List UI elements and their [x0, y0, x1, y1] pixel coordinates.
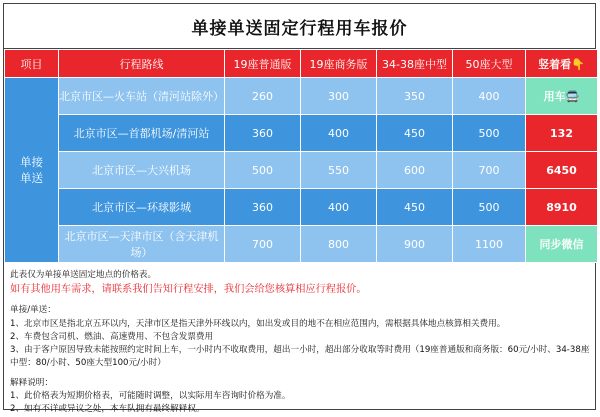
route-cell: 北京市区—火车站（清河站除外）	[59, 78, 225, 115]
page-title: 单接单送固定行程用车报价	[4, 4, 595, 49]
header-item: 项目	[5, 50, 59, 78]
price-cell: 700	[225, 226, 301, 263]
notes-section	[4, 263, 595, 417]
price-cell: 260	[225, 78, 301, 115]
route-cell: 北京市区—环球影城	[59, 189, 225, 226]
category-cell	[5, 78, 59, 263]
table-row	[5, 78, 598, 115]
price-cell: 600	[377, 152, 453, 189]
side-cell-car: 用车🚍	[526, 78, 598, 115]
price-cell: 400	[301, 115, 377, 152]
price-sheet	[3, 3, 596, 415]
price-cell: 450	[377, 189, 453, 226]
note-line: 1、此价格表为短期价格表，可能随时调整，以实际用车咨询时价格为准。	[10, 391, 291, 402]
note-line: 此表仅为单接单送固定地点的价格表。	[10, 270, 157, 280]
price-cell: 400	[453, 78, 526, 115]
price-cell: 360	[225, 115, 301, 152]
header-50-large: 50座大型	[453, 50, 526, 78]
side-cell-phone-2: 6450	[526, 152, 598, 189]
header-19-standard: 19座普通版	[225, 50, 301, 78]
table-row	[5, 189, 598, 226]
price-cell: 300	[301, 78, 377, 115]
price-cell: 400	[301, 189, 377, 226]
header-side-note: 竖着看👇	[526, 50, 598, 78]
price-cell: 500	[225, 152, 301, 189]
route-cell: 北京市区—大兴机场	[59, 152, 225, 189]
note-line: 3、由于客户原因导致未能按照约定时间上车，一小时内不收取费用，超出一小时，超出部分收取等时费用（19座普通版和商务版：60元/小时、34-38座中型：80/小时、50座大型100元/小时）	[10, 345, 590, 369]
section-title: 单接/单送：	[10, 305, 56, 316]
price-cell: 800	[301, 226, 377, 263]
category-label: 单接单送	[20, 155, 43, 185]
price-cell: 550	[301, 152, 377, 189]
route-cell: 北京市区—天津市区（含天津机场）	[59, 226, 225, 263]
header-19-business: 19座商务版	[301, 50, 377, 78]
price-table	[4, 49, 598, 263]
note-line: 2、车费包含司机、燃油、高速费用、不包含发票费用	[10, 331, 214, 342]
table-row	[5, 115, 598, 152]
price-cell: 500	[453, 115, 526, 152]
price-cell: 450	[377, 115, 453, 152]
price-cell: 350	[377, 78, 453, 115]
table-row	[5, 226, 598, 263]
table-row	[5, 152, 598, 189]
price-cell: 360	[225, 189, 301, 226]
note-line: 1、北京市区是指北京五环以内，天津市区是指天津外环线以内，如出发或目的地不在相应范围内，需根据具体地点核算相关费用。	[10, 318, 506, 329]
side-cell-phone-3: 8910	[526, 189, 598, 226]
table-header-row	[5, 50, 598, 78]
price-cell: 900	[377, 226, 453, 263]
price-cell: 500	[453, 189, 526, 226]
section-title: 解释说明：	[10, 377, 53, 388]
side-cell-phone-1: 132	[526, 115, 598, 152]
route-cell: 北京市区—首都机场/清河站	[59, 115, 225, 152]
note-line: 2、如有不详或异议之处，本车队拥有最终解释权。	[10, 404, 205, 415]
header-34-38-medium: 34-38座中型	[377, 50, 453, 78]
side-cell-wechat: 同步微信	[526, 226, 598, 263]
contact-note: 如有其他用车需求，请联系我们告知行程安排，我们会给您核算相应行程报价。	[10, 284, 367, 296]
header-route: 行程路线	[59, 50, 225, 78]
price-cell: 700	[453, 152, 526, 189]
price-cell: 1100	[453, 226, 526, 263]
